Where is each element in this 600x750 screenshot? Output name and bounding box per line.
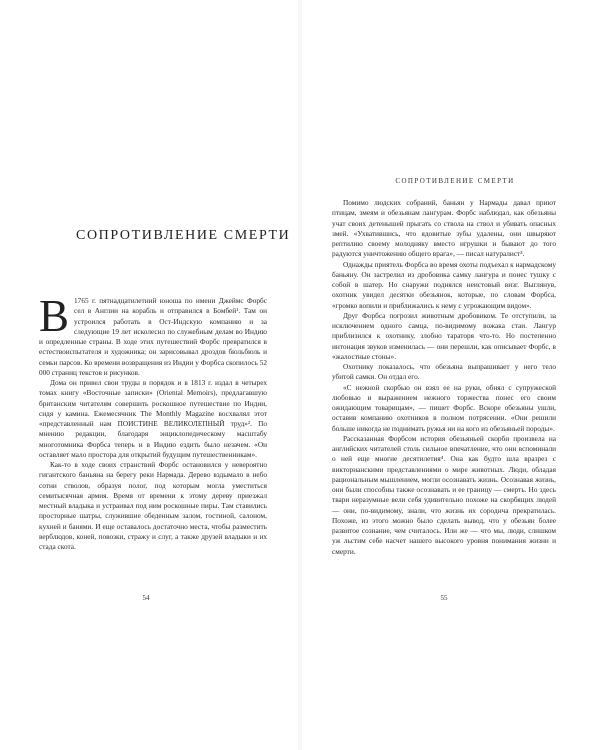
paragraph-r1: Помимо людских собраний, баньян у Нармады давал приют птицам, змеям и обезьянам лангурам. Форбс наблюдал, как обезьяны учат своих детенышей прыгать со ствола на ствол и убивать опасных змей. «Ухватившись, что ядовитые зубы удалены, они швыряют рептилию своему молодняку вместо игрушки и бывают до того радуются уничтожению общего врага», — писал натуралист³.	[332, 198, 556, 259]
right-page-body	[332, 198, 556, 557]
right-page	[300, 0, 600, 750]
paragraph-1	[39, 291, 267, 378]
paragraph-r2: Однажды приятель Форбса во время охоты подъехал к нармадскому баньяну. Он застрелил из дробовика самку лангура и понес тушку с собой в шатер. Но снаружи поднялся неистовый визг. Выглянув, охотник увидел десятки обезьянок, которые, по словам Форбса, «громко вопили и приближались к нему с угрожающим видом».	[332, 259, 556, 310]
paragraph-2: Дома он привел свои труды в порядок и в 1813 г. издал в четырех томах книгу «Восточные записки» (Oriental Memoirs), предлагавшую британским читателям совершить роскошное путешествие по Индии, сидя у камина. Ежемесячник The Monthly Magazine восхвалял этот «представленный нам ПОИСТИНЕ ВЕЛИКОЛЕПНЫЙ труд»². По мнению редакции, благодаря энциклопедическому масштабу многотомника Форбса теперь и в Индию ездить было незачем. «Он оставляет мало простора для открытий будущим путешественникам».	[39, 378, 267, 459]
chapter-title: СОПРОТИВЛЕНИЕ СМЕРТИ	[76, 228, 291, 243]
drop-cap: В	[39, 291, 70, 341]
paragraph-r3: Друг Форбса погрозил животным дробовиком. Те отступили, за исключением одного самца, по-видимому вожака стаи. Лангур приблизился к охотнику, злобно тараторя что-то. Но постепенно интонация звуков изменилась — они перешли, как описывает Форбс, в «жалостные стоны».	[332, 310, 556, 361]
page-number-right: 55	[440, 594, 448, 602]
paragraph-r5: «С нежной скорбью он взял ее на руки, обнял с супружеской любовью и выражением нежного торжества понес его своим ожидающим товарищам», — пишет Форбс. Вскоре обезьяны ушли, оставив компанию охотников в полном потрясении. «Они решили больше никогда не поднимать ружья ни на кого из обезьяньей породы».	[332, 382, 556, 433]
paragraph-3: Как-то в ходе своих странствий Форбс остановился у невероятно гигантского баньяна на берегу реки Нармада. Дерево вздымало в небо сотни стволов, образуя полог, под которым могла уместиться семитысячная армия. Время от времени к этому дереву приезжал местный владыка и устраивал под ним роскошные пиры. Там ставились просторные шатры, служившие обеденным залом, гостиной, салоном, кухней и банями. И еще оставалось достаточно места, чтобы разместить верблюдов, коней, повозки, стражу и слуг, а также друзей владыки и их стада скота.	[39, 460, 267, 551]
paragraph-1-text: 1765 г. пятнадцатилетний юноша по имени Джеймс Форбс сел в Англии на корабль и отправился в Бомбей¹. Там он устроился работать в Ост-Индскую компанию и за следующие 19 лет исколесил по служебным делам во Индию и опредленные страны. В ходе этих путешествий Форбс превратился в естествоиспытателя и художника; он зарисовывал дроздов бюльбюль и семьи парсов. Ко времени возвращения из Индии у Форбса скопилось 52 000 страниц текстов и рисунков.	[39, 296, 267, 377]
paragraph-r4: Охотнику показалось, что обезьяна выпрашивает у него тело убитой самки. Он отдал его.	[332, 362, 556, 382]
left-page-body	[39, 291, 267, 552]
paragraph-r6: Рассказанная Форбсом история обезьяньей скорби произвела на английских читателей столь сильное впечатление, что они вспоминали о ней еще многие десятилетия⁴. Она как будто шла вразрез с викторианскими представлениями о мире животных. Люди, обладая рациональным мышлением, могли осознавать жизнь. Осознавая жизнь, они были способны также осознавать и ее границу — смерть. Но здесь твари неразумные вели себя удивительно похоже на скорбящих людей — они, по-видимому, знали, что жизнь их сородича прекратилась. Похоже, из этого можно было сделать вывод, что у обезьян более развитое сознание, чем считалось. Или же — что мы, люди, слишком уж льстим себе насчет нашего высокого уровня понимания жизни и смерти.	[332, 433, 556, 556]
running-head: СОПРОТИВЛЕНИЕ СМЕРТИ	[395, 177, 515, 185]
page-number-left: 54	[142, 594, 150, 602]
